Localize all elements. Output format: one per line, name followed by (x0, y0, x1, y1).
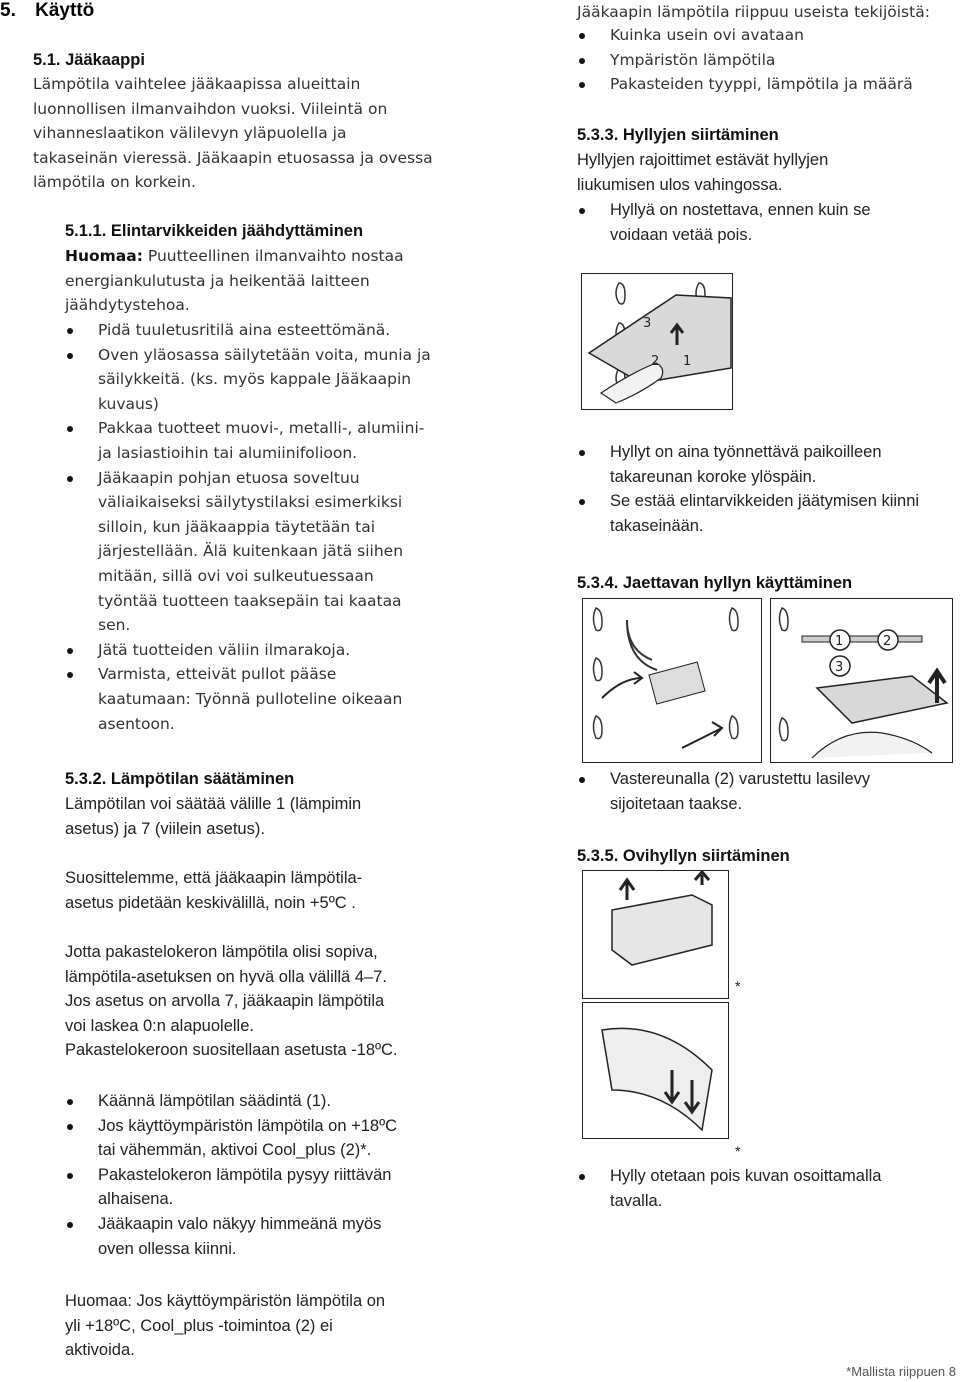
figure-number: 1 (683, 354, 692, 369)
section-5-3-4-title: 5.3.4. Jaettavan hyllyn käyttäminen (577, 574, 853, 592)
temperature-intro: Jääkaapin lämpötila riippuu useista tekijöistä: (577, 3, 930, 21)
text-line: takaseinän vieressä. Jääkaapin etuosassa ja ovessa (33, 148, 433, 167)
asterisk-marker: * (735, 978, 741, 994)
text-line: Jääkaapin pohjan etuosa soveltuu (98, 468, 360, 487)
text-line: Pakasteiden tyyppi, lämpötila ja määrä (610, 75, 913, 94)
note-text: energiankulutusta ja heikentää laitteen (65, 271, 370, 290)
text-line: oven ollessa kiinni. (98, 1239, 237, 1258)
text-line: asentoon. (98, 714, 175, 733)
bullet-item (65, 343, 485, 417)
figure-number: 3 (643, 316, 652, 331)
bullet-item (577, 198, 960, 247)
text-line: luonnollisen ilmanvaihdon vuoksi. Viileintä on (33, 99, 388, 118)
text-line: Oven yläosassa säilytetään voita, munia ja (98, 345, 431, 364)
bullet-item (65, 1114, 485, 1163)
chapter-number: 5. (0, 0, 16, 21)
asterisk-marker: * (735, 1143, 741, 1159)
section-5-3-2-note (65, 1289, 485, 1363)
door-shelf-illustration (582, 870, 734, 1140)
section-5-3-3-bullets-2 (577, 440, 960, 538)
chapter-heading (0, 0, 94, 22)
text-line: silloin, kun jääkaappia täytetään tai (98, 517, 376, 536)
bullet-item (65, 638, 485, 663)
text-line: Huomaa: Jos käyttöympäristön lämpötila on (65, 1292, 386, 1310)
section-5-3-3-bullet (577, 198, 960, 247)
section-5-1-body (33, 72, 463, 195)
text-line: sijoitetaan taakse. (610, 794, 743, 813)
bullet-item (577, 767, 960, 816)
section-5-3-2-bullets (65, 1089, 485, 1261)
text-line: Pidä tuuletusritilä aina esteettömänä. (98, 321, 391, 339)
bullet-item (577, 1164, 960, 1213)
text-line: Jotta pakastelokeron lämpötila olisi sopiva, (65, 943, 378, 961)
text-line: liukumisen ulos vahingossa. (577, 175, 783, 194)
text-line: Hyllyjen rajoittimet estävät hyllyjen (577, 151, 829, 169)
bullet-item (577, 489, 960, 538)
text-line: alhaisena. (98, 1190, 174, 1209)
text-line: Hylly otetaan pois kuvan osoittamalla (610, 1167, 882, 1185)
text-line: Jääkaapin valo näkyy himmeänä myös (98, 1214, 382, 1233)
figure-number: 2 (883, 634, 892, 649)
bullet-item (65, 1212, 485, 1261)
text-line: Hyllyä on nostettava, ennen kuin se (610, 201, 871, 219)
text-line: ja lasiastioihin tai alumiinifolioon. (98, 443, 358, 462)
section-5-3-4-bullet (577, 767, 960, 816)
text-line: takareunan koroke ylöspäin. (610, 467, 817, 486)
text-line: Varmista, etteivät pullot pääse (98, 665, 337, 684)
section-5-1-1-title: 5.1.1. Elintarvikkeiden jäähdyttäminen (65, 222, 364, 240)
note-text: jäähdytystehoa. (65, 296, 190, 315)
bullet-item (577, 440, 960, 489)
bullet-item (577, 23, 960, 48)
section-5-1-title: 5.1. Jääkaappi (33, 51, 145, 69)
chapter-title: Käyttö (35, 0, 95, 21)
text-line: takaseinään. (610, 516, 704, 535)
text-line: vihanneslaatikon välilevyn yläpuolella ja (33, 124, 347, 143)
text-line: Lämpötilan voi säätää välille 1 (lämpimin (65, 795, 362, 813)
text-line: Jos käyttöympäristön lämpötila on +18ºC (98, 1116, 398, 1135)
shelf-removal-illustration (581, 273, 733, 410)
text-line: asetus) ja 7 (viilein asetus). (65, 819, 265, 838)
text-line: Pakastelokeroon suositellaan asetusta -18ºC. (65, 1041, 398, 1060)
bullet-item (65, 1163, 485, 1212)
text-line: sen. (98, 616, 131, 635)
text-line: aktivoida. (65, 1341, 135, 1360)
section-5-1-1-note (65, 244, 465, 318)
text-line: Jätä tuotteiden väliin ilmarakoja. (98, 640, 351, 659)
text-line: Lämpötila vaihtelee jääkaapissa alueittain (33, 75, 361, 93)
temperature-factors (577, 23, 960, 97)
text-line: Suosittelemme, että jääkaapin lämpötila- (65, 869, 363, 887)
page-footer: *Mallista riippuen 8 (846, 1364, 956, 1379)
section-5-3-2-p3 (65, 940, 485, 1063)
section-5-3-5-title: 5.3.5. Ovihyllyn siirtäminen (577, 847, 790, 865)
figure-number: 3 (835, 660, 844, 675)
note-line-1 (65, 244, 465, 269)
bullet-item (65, 466, 485, 638)
text-line: asetus pidetään keskivälillä, noin +5ºC . (65, 893, 356, 912)
section-5-3-3-title: 5.3.3. Hyllyjen siirtäminen (577, 126, 779, 144)
bullet-item (65, 1089, 485, 1114)
bullet-item (65, 416, 485, 465)
section-5-3-5-bullet (577, 1164, 960, 1213)
note-text: Puutteellinen ilmanvaihto nostaa (142, 247, 404, 265)
note-label: Huomaa: (65, 247, 143, 265)
text-line: Hyllyt on aina työnnettävä paikoilleen (610, 443, 882, 461)
text-line: Jos asetus on arvolla 7, jääkaapin lämpötila (65, 992, 385, 1011)
text-line: työntää tuotteen taaksepäin tai kaataa (98, 591, 402, 610)
text-line: järjestellään. Älä kuitenkaan jätä siihen (98, 542, 404, 561)
text-line: lämpötila-asetuksen on hyvä olla välillä 4–7. (65, 967, 387, 986)
text-line: Pakastelokeron lämpötila pysyy riittävän (98, 1165, 392, 1184)
text-line: mitään, sillä ovi voi sulkeutuessaan (98, 566, 374, 585)
text-line: tavalla. (610, 1191, 663, 1210)
text-line: Se estää elintarvikkeiden jäätymisen kiinni (610, 492, 920, 511)
text-line: kaatumaan: Työnnä pulloteline oikeaan (98, 689, 403, 708)
section-5-3-3-body (577, 148, 960, 197)
bullet-item (65, 318, 485, 343)
text-line: säilykkeitä. (ks. myös kappale Jääkaapin (98, 370, 412, 389)
text-line: voidaan vetää pois. (610, 225, 753, 244)
text-line: Käännä lämpötilan säädintä (1). (98, 1092, 331, 1110)
text-line: Vastereunalla (2) varustettu lasilevy (610, 770, 871, 788)
bullet-item (65, 662, 485, 736)
figure-number: 2 (651, 354, 660, 369)
section-5-3-2-p1 (65, 792, 485, 841)
text-line: kuvaus) (98, 394, 159, 413)
text-line: voi laskea 0:n alapuolelle. (65, 1016, 254, 1035)
bullet-item (577, 48, 960, 73)
section-5-3-2-p2 (65, 866, 485, 915)
text-line: tai vähemmän, aktivoi Cool_plus (2)*. (98, 1141, 372, 1160)
text-line: Kuinka usein ovi avataan (610, 26, 804, 44)
bullet-item (577, 72, 960, 97)
text-line: väliaikaiseksi säilytystilaksi esimerkiksi (98, 493, 403, 512)
text-line: Ympäristön lämpötila (610, 50, 776, 69)
figure-number: 1 (835, 634, 844, 649)
text-line: lämpötila on korkein. (33, 173, 196, 192)
split-shelf-illustration (582, 598, 953, 763)
text-line: Pakkaa tuotteet muovi-, metalli-, alumiini- (98, 419, 425, 438)
section-5-1-1-bullets (65, 318, 485, 736)
text-line: yli +18ºC, Cool_plus -toimintoa (2) ei (65, 1316, 333, 1335)
section-5-3-2-title: 5.3.2. Lämpötilan säätäminen (65, 770, 295, 788)
